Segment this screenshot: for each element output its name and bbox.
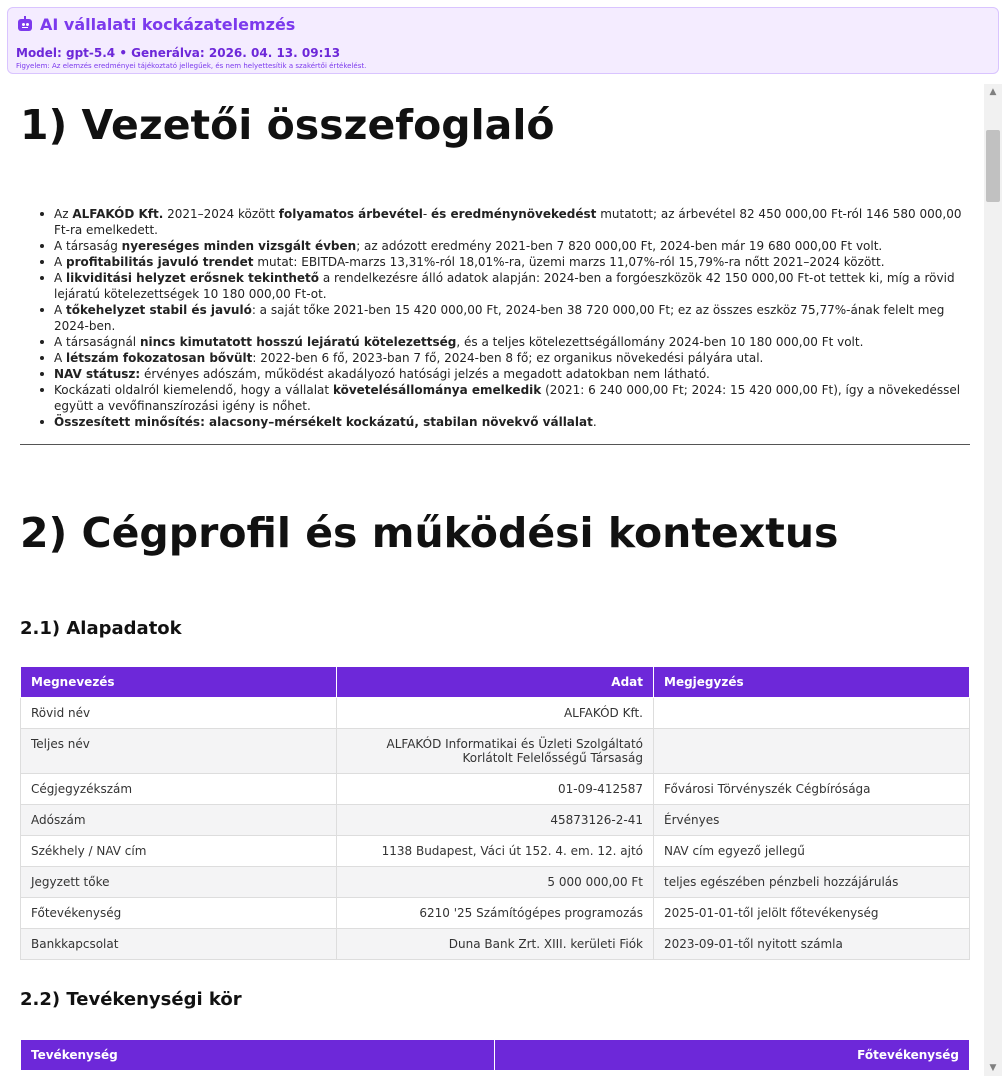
summary-bullet: A likviditási helyzet erősnek tekinthető a rendelkezésre álló adatok alapján: 2024-ben a forgóeszközök 42 150 000,00 Ft-ot tettek ki, míg a rövid lejáratú kötelezettségek 10 180 000,00 Ft-ot. xyxy=(54,270,970,302)
summary-bullet: A profitabilitás javuló trendet mutat: EBITDA-marzs 13,31%-ról 18,01%-ra, üzemi marzs 11,07%-ról 15,79%-ra nőtt 2021–2024 között. xyxy=(54,254,970,270)
table-header-row xyxy=(21,667,970,698)
subsection-heading-basic-data: 2.1) Alapadatok xyxy=(20,618,182,639)
cell-name: Székhely / NAV cím xyxy=(21,836,337,867)
column-header-main-activity: Főtevékenység xyxy=(495,1040,970,1071)
basic-data-table xyxy=(20,666,970,960)
cell-data: 01-09-412587 xyxy=(337,774,654,805)
cell-note: Fővárosi Törvényszék Cégbírósága xyxy=(654,774,970,805)
table-header-row xyxy=(21,1040,970,1071)
subsection-heading-activities: 2.2) Tevékenységi kör xyxy=(20,989,242,1010)
summary-bullet: NAV státusz: érvényes adószám, működést akadályozó hatósági jelzés a megadott adatokban nem látható. xyxy=(54,366,970,382)
cell-name: Rövid név xyxy=(21,698,337,729)
summary-bullet: Összesített minősítés: alacsony–mérsékelt kockázatú, stabilan növekvő vállalat. xyxy=(54,414,970,430)
section-divider xyxy=(20,444,970,445)
table-row xyxy=(21,698,970,729)
table-row xyxy=(21,836,970,867)
report-scroll-area[interactable] xyxy=(0,84,1008,1076)
cell-note: 2023-09-01-től nyitott számla xyxy=(654,929,970,960)
cell-data: Duna Bank Zrt. XIII. kerületi Fiók xyxy=(337,929,654,960)
column-header-name: Megnevezés xyxy=(21,667,337,698)
report-header-banner xyxy=(7,7,999,74)
summary-bullet: A létszám fokozatosan bővült: 2022-ben 6 fő, 2023-ban 7 fő, 2024-ben 8 fő; ez organikus növekedési pályára utal. xyxy=(54,350,970,366)
scrollbar-thumb[interactable] xyxy=(986,130,1000,202)
cell-name: Adószám xyxy=(21,805,337,836)
cell-data: 5 000 000,00 Ft xyxy=(337,867,654,898)
table-row xyxy=(21,805,970,836)
table-row xyxy=(21,867,970,898)
column-header-data: Adat xyxy=(337,667,654,698)
cell-note xyxy=(654,729,970,774)
cell-data: 1138 Budapest, Váci út 152. 4. em. 12. ajtó xyxy=(337,836,654,867)
cell-data: 6210 '25 Számítógépes programozás xyxy=(337,898,654,929)
model-generation-meta: Model: gpt-5.4 • Generálva: 2026. 04. 13. 09:13 xyxy=(16,46,341,60)
cell-note: teljes egészében pénzbeli hozzájárulás xyxy=(654,867,970,898)
cell-name: Főtevékenység xyxy=(21,898,337,929)
cell-note: NAV cím egyező jellegű xyxy=(654,836,970,867)
section-heading-executive-summary: 1) Vezetői összefoglaló xyxy=(20,101,555,149)
vertical-scrollbar[interactable] xyxy=(984,84,1002,1076)
summary-bullet: Kockázati oldalról kiemelendő, hogy a vállalat követelésállománya emelkedik (2021: 6 240 000,00 Ft; 2024: 15 420 000,00 Ft), így a növekedéssel együtt a vevőfinanszírozási igény is nőhet. xyxy=(54,382,970,414)
table-row xyxy=(21,774,970,805)
summary-bullet: A tőkehelyzet stabil és javuló: a saját tőke 2021-ben 15 420 000,00 Ft, 2024-ben 38 720 000,00 Ft; ez az összes eszköz 75,77%-ának felelt meg 2024-ben. xyxy=(54,302,970,334)
cell-data: ALFAKÓD Informatikai és Üzleti Szolgáltató Korlátolt Felelősségű Társaság xyxy=(337,729,654,774)
summary-bullet: Az ALFAKÓD Kft. 2021–2024 között folyamatos árbevétel- és eredménynövekedést mutatott; az árbevétel 82 450 000,00 Ft-ról 146 580 000,00 Ft-ra emelkedett. xyxy=(54,206,970,238)
disclaimer-text: Figyelem: Az elemzés eredményei tájékoztató jellegűek, és nem helyettesítik a szakértői értékelést. xyxy=(16,62,367,70)
scroll-down-arrow-icon[interactable]: ▼ xyxy=(989,1063,997,1073)
table-row xyxy=(21,898,970,929)
table-row xyxy=(21,929,970,960)
report-title: AI vállalati kockázatelemzés xyxy=(40,15,296,34)
executive-summary-list xyxy=(20,206,970,430)
column-header-activity: Tevékenység xyxy=(21,1040,495,1071)
cell-name: Cégjegyzékszám xyxy=(21,774,337,805)
cell-note xyxy=(654,698,970,729)
activities-table xyxy=(20,1039,970,1071)
cell-data: ALFAKÓD Kft. xyxy=(337,698,654,729)
cell-name: Jegyzett tőke xyxy=(21,867,337,898)
robot-icon xyxy=(16,16,34,34)
cell-name: Teljes név xyxy=(21,729,337,774)
summary-bullet: A társaságnál nincs kimutatott hosszú lejáratú kötelezettség, és a teljes kötelezettségállomány 2024-ben 10 180 000,00 Ft volt. xyxy=(54,334,970,350)
table-row xyxy=(21,729,970,774)
header-title-row xyxy=(16,14,990,36)
summary-bullet: A társaság nyereséges minden vizsgált évben; az adózott eredmény 2021-ben 7 820 000,00 Ft, 2024-ben már 19 680 000,00 Ft volt. xyxy=(54,238,970,254)
cell-name: Bankkapcsolat xyxy=(21,929,337,960)
column-header-note: Megjegyzés xyxy=(654,667,970,698)
cell-note: 2025-01-01-től jelölt főtevékenység xyxy=(654,898,970,929)
cell-data: 45873126-2-41 xyxy=(337,805,654,836)
cell-note: Érvényes xyxy=(654,805,970,836)
section-heading-company-profile: 2) Cégprofil és működési kontextus xyxy=(20,509,839,557)
scroll-up-arrow-icon[interactable]: ▲ xyxy=(989,87,997,97)
